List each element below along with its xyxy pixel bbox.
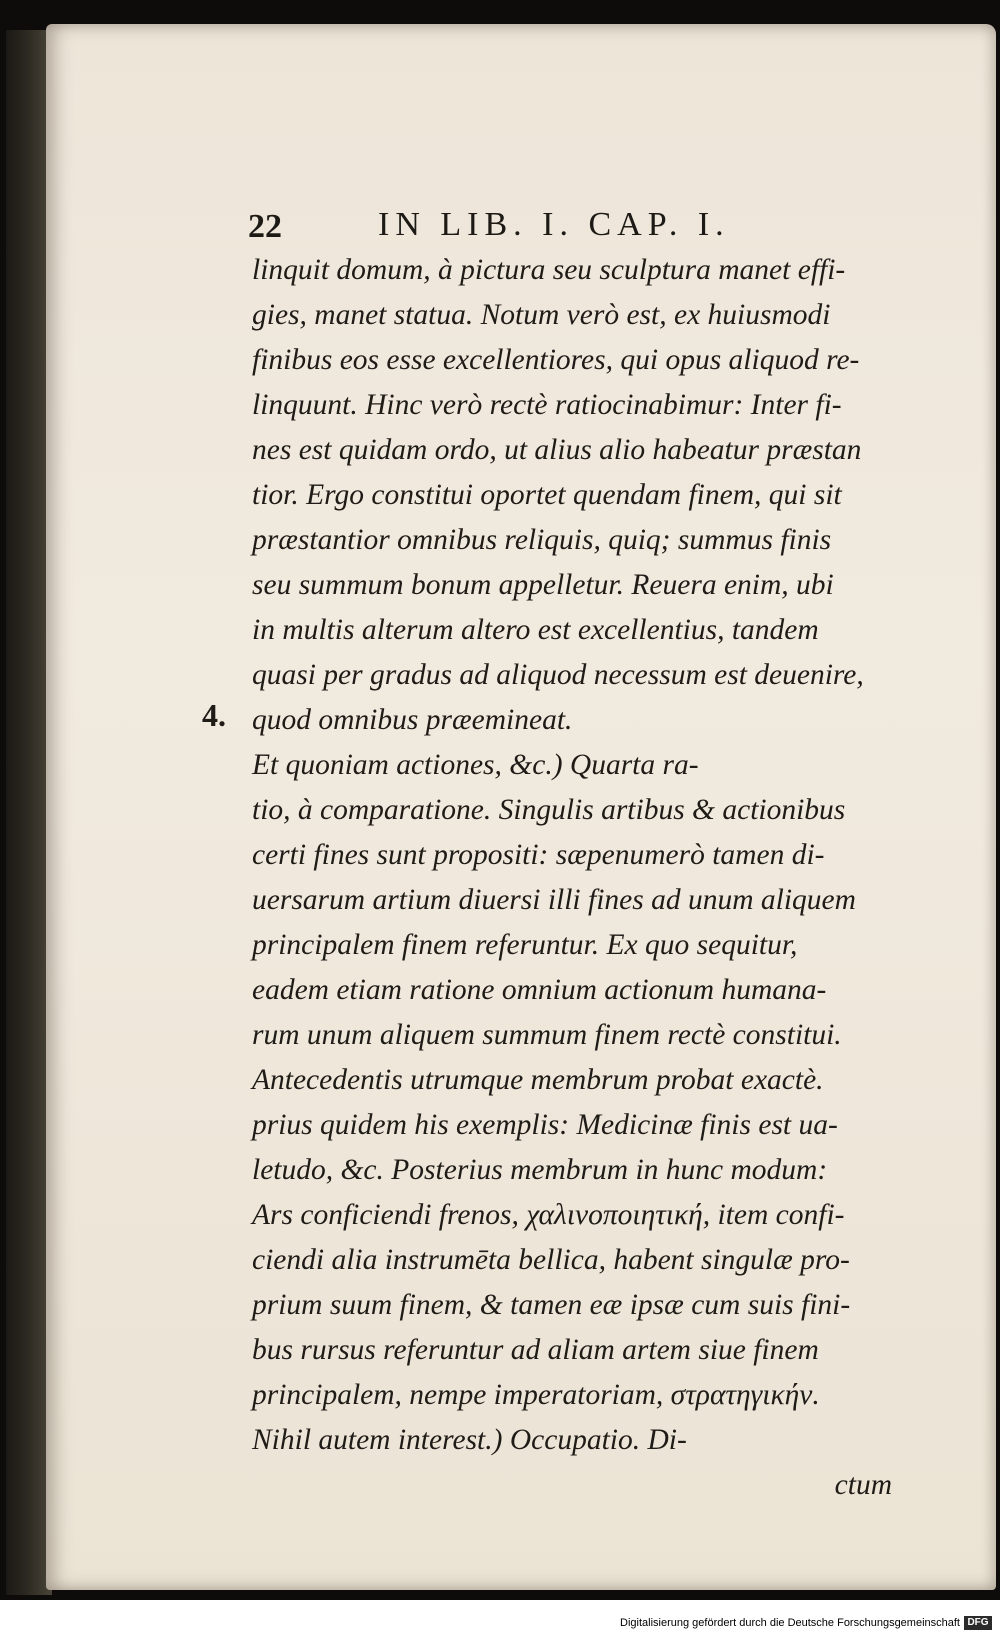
running-title: IN LIB. I. CAP. I. [378, 206, 730, 243]
text-line: principalem, nempe imperatoriam, στρατηγικήν. [252, 1379, 820, 1411]
text-line: principalem finem referuntur. Ex quo sequitur, [252, 929, 798, 961]
catchword: ctum [834, 1469, 892, 1501]
text-line: letudo, &c. Posterius membrum in hunc modum: [252, 1154, 828, 1186]
lemma-line: Et quoniam actiones, &c.) Quarta ra- [252, 749, 699, 781]
text-line: finibus eos esse excellentiores, qui opus aliquod re- [252, 344, 860, 376]
folio-number: 22 [248, 208, 282, 245]
text-line: seu summum bonum appelletur. Reuera enim, ubi [252, 569, 834, 601]
text-line: tior. Ergo constitui oportet quendam finem, qui sit [252, 479, 842, 511]
text-line: bus rursus referuntur ad aliam artem siue finem [252, 1334, 819, 1366]
text-line: linquunt. Hinc verò rectè ratiocinabimur: Inter fi- [252, 389, 842, 421]
text-line: rum unum aliquem summum finem rectè constitui. [252, 1019, 842, 1051]
text-line: prium suum finem, & tamen eæ ipsæ cum suis fini- [252, 1289, 851, 1321]
text-line: Antecedentis utrumque membrum probat exactè. [252, 1064, 824, 1096]
text-line: Ars conficiendi frenos, χαλινοποιητική, item confi- [252, 1199, 845, 1231]
marginal-section-number: 4. [202, 697, 226, 733]
text-line: gies, manet statua. Notum verò est, ex huiusmodi [252, 299, 831, 331]
text-line: eadem etiam ratione omnium actionum humana- [252, 974, 827, 1006]
text-line: quasi per gradus ad aliquod necessum est deuenire, [252, 659, 864, 691]
text-line: præstantior omnibus reliquis, quiq; summus finis [252, 524, 832, 556]
lemma-line: Nihil autem interest.) Occupatio. Di- [252, 1424, 687, 1456]
text-line: quod omnibus præemineat. [252, 704, 573, 736]
text-line: linquit domum, à pictura seu sculptura manet effi- [252, 254, 846, 286]
text-line: prius quidem his exemplis: Medicinæ finis est ua- [252, 1109, 838, 1141]
body-text [252, 248, 892, 1508]
text-line: uersarum artium diuersi illi fines ad unum aliquem [252, 884, 856, 916]
text-line: nes est quidam ordo, ut alius alio habeatur præstan [252, 434, 862, 466]
text-line: ciendi alia instrumēta bellica, habent singulæ pro- [252, 1244, 850, 1276]
digitization-credit: Digitalisierung gefördert durch die Deutsche Forschungsgemeinschaft [620, 1617, 960, 1629]
text-line: in multis alterum altero est excellentius, tandem [252, 614, 819, 646]
page-header [248, 206, 888, 246]
text-line: tio, à comparatione. Singulis artibus & actionibus [252, 794, 846, 826]
text-line: certi fines sunt propositi: sæpenumerò tamen di- [252, 839, 825, 871]
dfg-logo: DFG [964, 1616, 992, 1630]
